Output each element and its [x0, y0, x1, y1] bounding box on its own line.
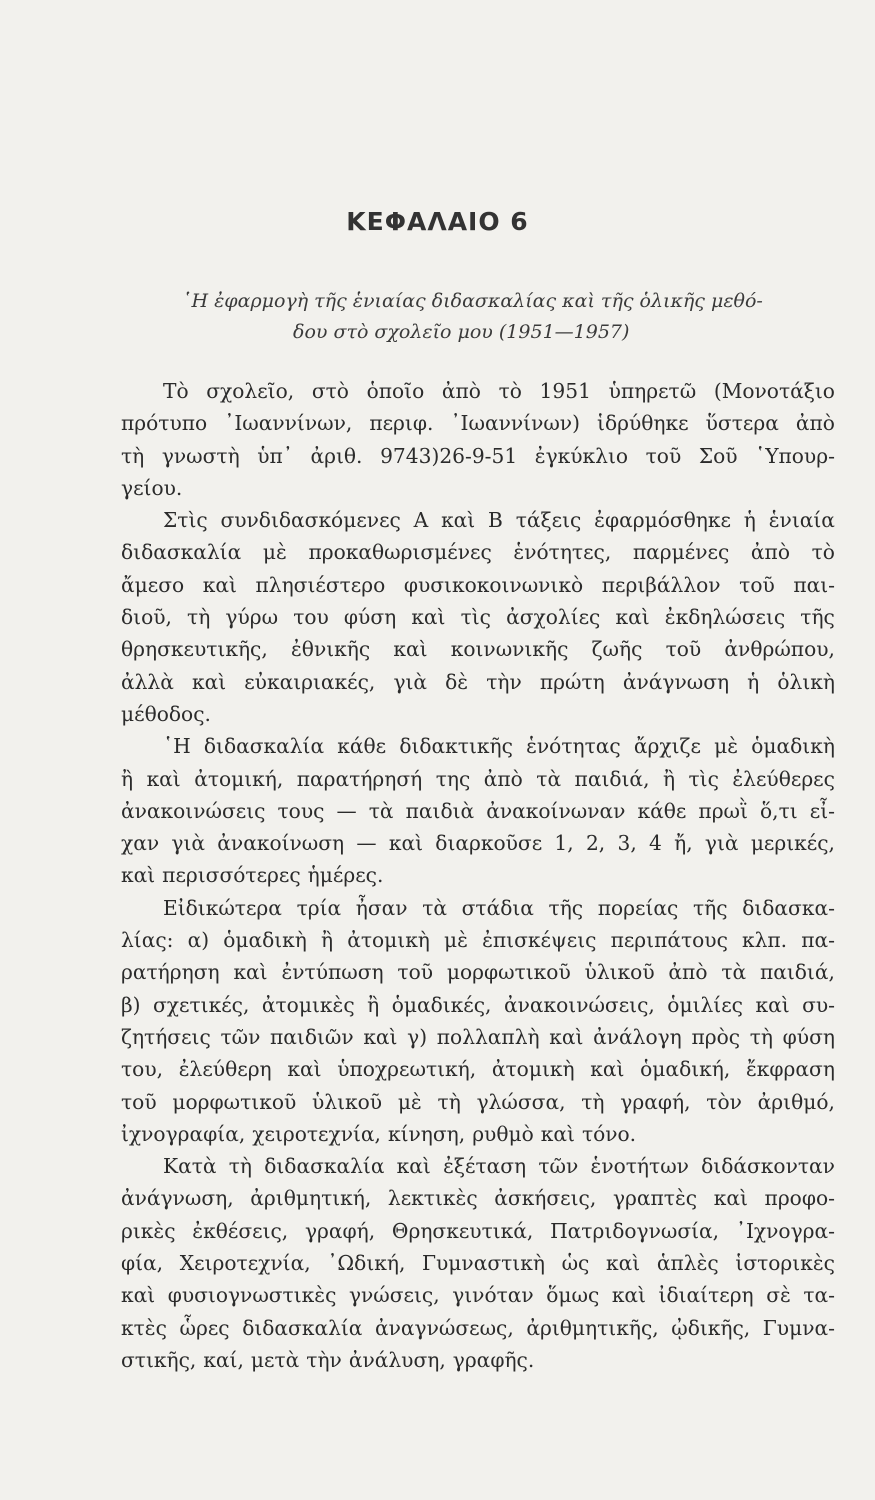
text-line: Εἰδικώτερα τρία ἦσαν τὰ στάδια τῆς πορείας τῆς διδασκα- [163, 895, 835, 920]
chapter-title: ΚΕΦΑΛΑΙΟ 6 [346, 207, 529, 236]
text-line: τὴ γνωστὴ ὑπ᾿ ἀριθ. 9743)26-9-51 ἐγκύκλιο τοῦ Σοῦ ῾Υπουρ- [121, 443, 835, 468]
text-line: καὶ φυσιογνωστικὲς γνώσεις, γινόταν ὅμως καὶ ἰδιαίτερη σὲ τα- [121, 1283, 835, 1308]
paragraph [121, 504, 835, 730]
text-line: Κατὰ τὴ διδασκαλία καὶ ἐξέταση τῶν ἑνοτήτων διδάσκονταν [163, 1154, 835, 1179]
paragraph [121, 730, 835, 891]
text-line: Τὸ σχολεῖο, στὸ ὁποῖο ἀπὸ τὸ 1951 ὑπηρετῶ (Μονοτάξιο [163, 379, 835, 403]
text-line: καὶ περισσότερες ἡμέρες. [121, 863, 384, 888]
paragraph [121, 1150, 835, 1376]
text-line: ἢ καὶ ἀτομική, παρατήρησή της ἀπὸ τὰ παιδιά, ἢ τὶς ἐλεύθερες [121, 766, 835, 791]
text-line: ἀνακοινώσεις τους — τὰ παιδιὰ ἀνακοίνωναν κάθε πρωῒ ὅ,τι εἶ- [121, 798, 835, 823]
text-line: φία, Χειροτεχνία, ᾿Ωδική, Γυμναστικὴ ὡς καὶ ἁπλὲς ἱστορικὲς [121, 1251, 835, 1276]
text-line: κτὲς ὧρες διδασκαλία ἀναγνώσεως, ἀριθμητικῆς, ᾠδικῆς, Γυμνα- [121, 1315, 835, 1340]
text-line: θρησκευτικῆς, ἐθνικῆς καὶ κοινωνικῆς ζωῆς τοῦ ἀνθρώπου, [121, 637, 835, 662]
body-text [121, 375, 835, 1376]
text-line: γείου. [121, 475, 183, 500]
text-line: διοῦ, τὴ γύρω του φύση καὶ τὶς ἀσχολίες καὶ ἐκδηλώσεις τῆς [121, 605, 835, 630]
chapter-subtitle-line-2: δου στὸ σχολεῖο μου (1951—1957) [293, 321, 630, 343]
paragraph [121, 892, 835, 1150]
text-line: β) σχετικές, ἀτομικὲς ἢ ὁμαδικές, ἀνακοινώσεις, ὁμιλίες καὶ συ- [121, 992, 835, 1017]
text-line: ρικὲς ἐκθέσεις, γραφή, Θρησκευτικά, Πατριδογνωσία, ᾿Ιχνογρα- [121, 1218, 835, 1243]
text-line: ἀνάγνωση, ἀριθμητική, λεκτικὲς ἀσκήσεις, γραπτὲς καὶ προφο- [121, 1186, 835, 1211]
text-line: τοῦ μορφωτικοῦ ὑλικοῦ μὲ τὴ γλώσσα, τὴ γραφή, τὸν ἀριθμό, [121, 1089, 835, 1114]
text-line: ζητήσεις τῶν παιδιῶν καὶ γ) πολλαπλὴ καὶ ἀνάλογη πρὸς τὴ φύση [121, 1024, 835, 1049]
text-line: μέθοδος. [121, 701, 211, 726]
paragraph [121, 375, 835, 504]
text-line: πρότυπο ᾿Ιωαννίνων, περιφ. ᾿Ιωαννίνων) ἱδρύθηκε ὕστερα ἀπὸ [121, 411, 835, 436]
text-line: ρατήρηση καὶ ἐντύπωση τοῦ μορφωτικοῦ ὑλικοῦ ἀπὸ τὰ παιδιά, [121, 960, 835, 985]
text-line: ἄμεσο καὶ πλησιέστερο φυσικοκοινωνικὸ περιβάλλον τοῦ παι- [121, 572, 835, 597]
text-line: λίας: α) ὁμαδικὴ ἢ ἀτομικὴ μὲ ἐπισκέψεις περιπάτους κλπ. πα- [121, 928, 835, 953]
text-line: Στὶς συνδιδασκόμενες Α καὶ Β τάξεις ἐφαρμόσθηκε ἡ ἑνιαία [163, 508, 835, 533]
text-line: ἰχνογραφία, χειροτεχνία, κίνηση, ρυθμὸ καὶ τόνο. [121, 1121, 637, 1146]
text-line: του, ἐλεύθερη καὶ ὑποχρεωτική, ἀτομικὴ καὶ ὁμαδική, ἔκφραση [121, 1057, 835, 1082]
chapter-subtitle-line-1: ῾Η ἐφαρμογὴ τῆς ἑνιαίας διδασκαλίας καὶ τῆς ὁλικῆς μεθό- [182, 290, 763, 312]
text-line: ῾Η διδασκαλία κάθε διδακτικῆς ἑνότητας ἄρχιζε μὲ ὁμαδικὴ [163, 734, 835, 759]
text-line: στικῆς, καί, μετὰ τὴν ἀνάλυση, γραφῆς. [121, 1347, 535, 1372]
text-line: διδασκαλία μὲ προκαθωρισμένες ἑνότητες, παρμένες ἀπὸ τὸ [121, 540, 835, 565]
text-line: χαν γιὰ ἀνακοίνωση — καὶ διαρκοῦσε 1, 2, 3, 4 ἤ, γιὰ μερικές, [121, 831, 835, 856]
text-line: ἀλλὰ καὶ εὐκαιριακές, γιὰ δὲ τὴν πρώτη ἀνάγνωση ἡ ὁλικὴ [121, 669, 835, 694]
